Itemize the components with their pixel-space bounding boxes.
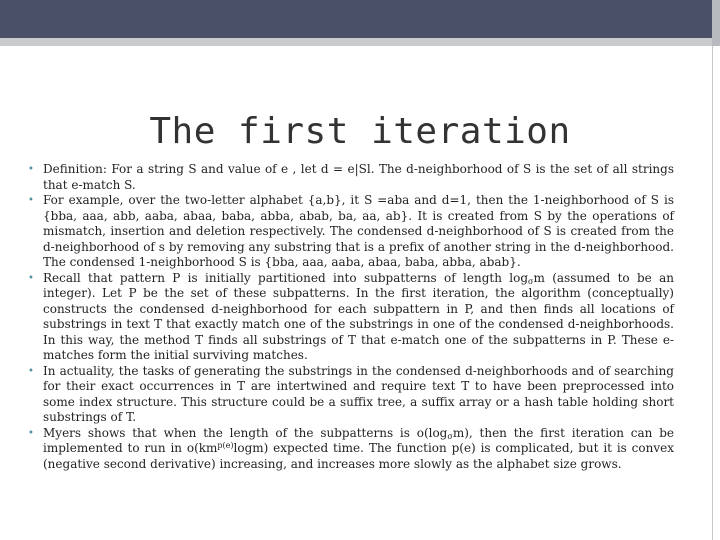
bullet-text-rest: m (assumed to be an integer). Let P be the set of these subpatterns. In the first iteration, the algorithm (conceptually) constructs the condensed d-neighborhood for each subpattern in P, and then finds all locations of substrings in text T that exactly match one of the substrings in one of the condensed d-neighborhoods. In this way, the method T finds all substrings of T that e-match one of the subpatterns in P. These e-matches form the initial surviving matches. [43, 270, 674, 362]
bullet-text-start: Myers shows that when the length of the subpatterns is o(log [43, 425, 448, 440]
bullet-text [43, 426, 674, 471]
bullet-dot-icon: • [28, 272, 34, 284]
bullet-item-myers [22, 426, 674, 473]
slide-content [22, 162, 674, 472]
bullet-dot-icon: • [28, 164, 34, 175]
top-header-bar [0, 0, 712, 40]
top-right-corner-block [712, 0, 720, 46]
bullet-text-start: Recall that pattern P is initially partitioned into subpatterns of length log [43, 270, 529, 285]
bullet-dot-icon: • [28, 365, 34, 377]
superscript-pe: p(e) [217, 441, 234, 450]
bullet-dot-icon: • [28, 195, 34, 206]
bullet-text [43, 271, 674, 363]
bullet-text-rest: logm) expected time. The function p(e) is complicated, but it is convex (negative second derivative) increasing, and increases more slowly as the alphabet size grows. [43, 441, 675, 471]
bullet-list [22, 162, 674, 472]
bullet-text: In actuality, the tasks of generating the substrings in the condensed d-neighborhoods and of searching for their exact occurrences in T are intertwined and require text T to have been preprocessed into some index structure. This structure could be a suffix tree, a suffix array or a hash table holding short substrings of T. [43, 363, 674, 424]
top-accent-bar [0, 38, 712, 46]
subscript-sigma: σ [447, 431, 453, 441]
bullet-dot-icon: • [28, 427, 34, 439]
bullet-item-recall [22, 271, 674, 364]
subscript-sigma: σ [528, 276, 534, 286]
bullet-item-example [22, 193, 674, 271]
bullet-item-definition [22, 162, 674, 193]
bullet-item-actuality [22, 364, 674, 426]
slide-title: The first iteration [149, 111, 571, 152]
bullet-text-mid: m), then the first iteration can be implemented to run in o(km [43, 425, 674, 455]
bullet-text: For example, over the two-letter alphabet {a,b}, it S =aba and d=1, then the 1-neighborhood of S is {bba, aaa, abb, aaba, abaa, baba, abba, abab, ba, aa, ab}. It is created from S by the operations of mismatch, insertion and deletion respectively. The condensed d-neighborhood of S is created from the d-neighborhood of s by removing any substring that is a prefix of another string in the d-neighborhood. The condensed 1-neighborhood S is {bba, aaa, aaba, abaa, baba, abba, abab}. [43, 193, 674, 269]
bullet-text: Definition: For a string S and value of e , let d = e|Sl. The d-neighborhood of S is the set of all strings that e-match S. [43, 162, 674, 192]
